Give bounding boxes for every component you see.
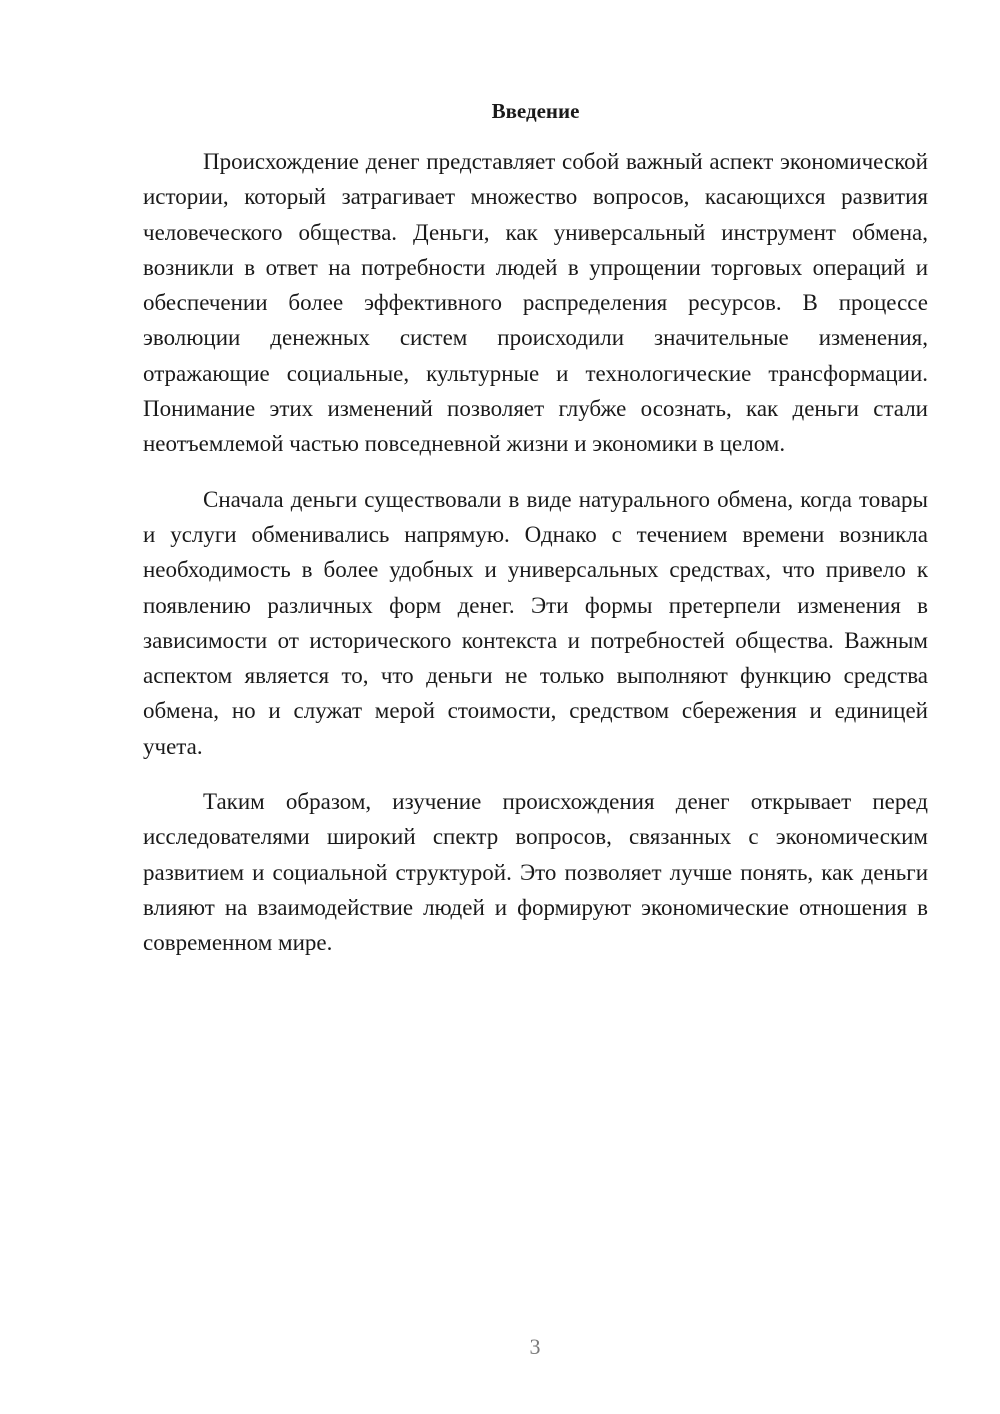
paragraph-1: Происхождение денег представляет собой важный аспект экономической истории, который затрагивает множество вопросов, касающихся развития человеческого общества. Деньги, как универсальный инструмент обмена, возникли в ответ на потребности людей в упрощении торговых операций и обеспечении более эффективного распределения ресурсов. В процессе эволюции денежных систем происходили значительные изменения, отражающие социальные, культурные и технологические трансформации. Понимание этих изменений позволяет глубже осознать, как деньги стали неотъемлемой частью повседневной жизни и экономики в целом. (143, 149, 928, 457)
body-text (143, 144, 928, 981)
page-number: 3 (529, 1334, 541, 1359)
paragraph-2: Сначала деньги существовали в виде натурального обмена, когда товары и услуги обменивались напрямую. Однако с течением времени возникла необходимость в более удобных и универсальных средствах, что привело к появлению различных форм денег. Эти формы претерпели изменения в зависимости от исторического контекста и потребностей общества. Важным аспектом является то, что деньги не только выполняют функцию средства обмена, но и служат мерой стоимости, средством сбережения и единицей учета. (143, 486, 928, 759)
paragraph-3: Таким образом, изучение происхождения денег открывает перед исследователями широкий спектр вопросов, связанных с экономическим развитием и социальной структурой. Это позволяет лучше понять, как деньги влияют на взаимодействие людей и формируют экономические отношения в современном мире. (143, 789, 928, 956)
section-title: Введение (491, 99, 580, 123)
